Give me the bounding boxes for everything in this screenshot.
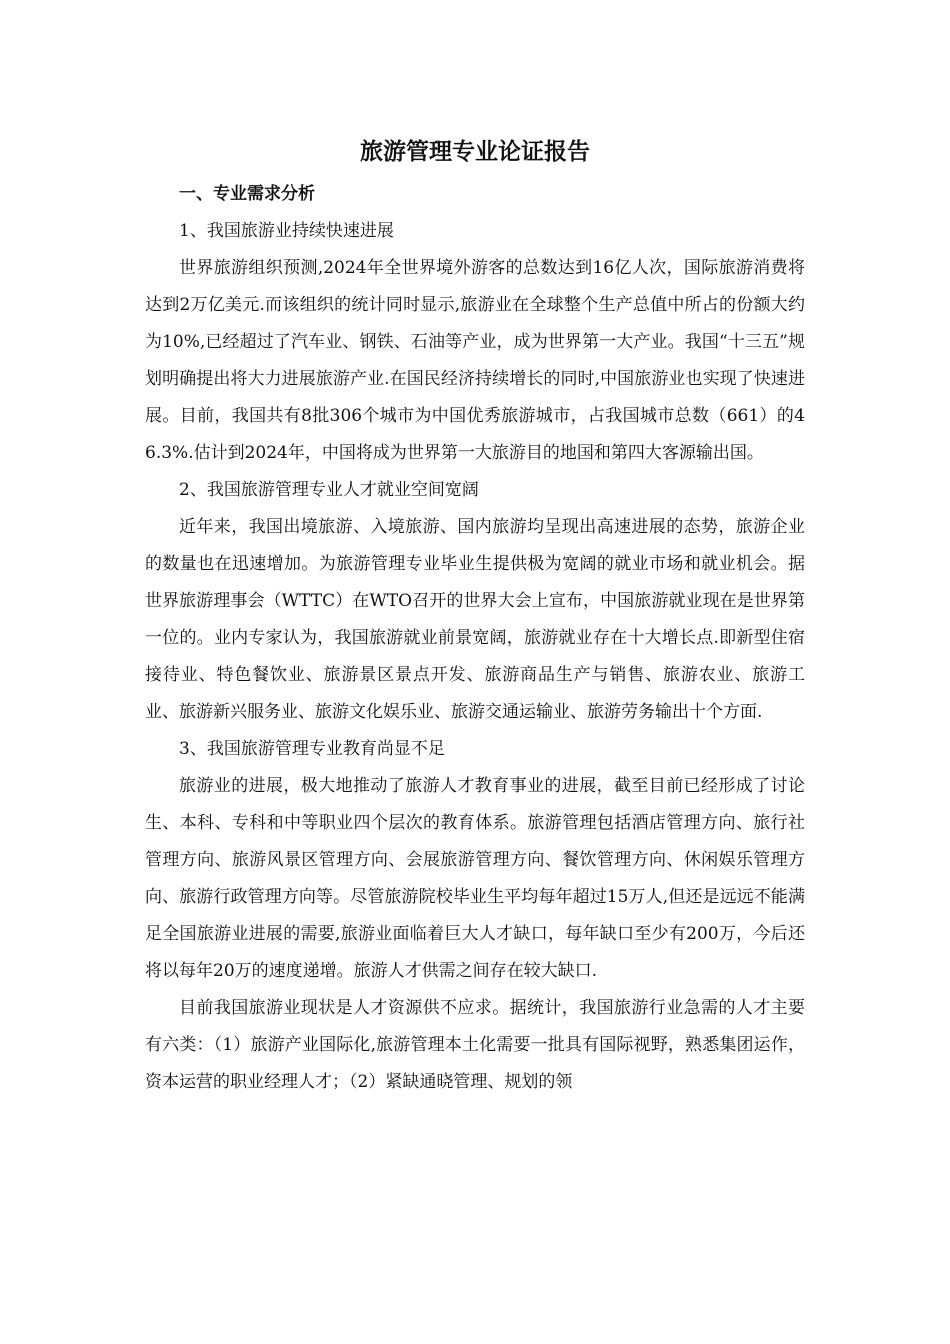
paragraph-industry-growth: 世界旅游组织预测,2024年全世界境外游客的总数达到16亿人次，国际旅游消费将达到2万亿美元.而该组织的统计同时显示,旅游业在全球整个生产总值中所占的份额大约为10%,已经超过了汽车业、钢铁、石油等产业，成为世界第一大产业。我国“十三五”规划明确提出将大力进展旅游产业.在国民经济持续增长的同时,中国旅游业也实现了快速进展。目前，我国共有8批306个城市为中国优秀旅游城市，占我国城市总数（661）的46.3%.估计到2024年，中国将成为世界第一大旅游目的地国和第四大客源输出国。 — [145, 258, 805, 463]
document-title: 旅游管理专业论证报告 — [360, 138, 590, 165]
subsection-heading-industry-growth: 1、我国旅游业持续快速进展 — [179, 221, 394, 241]
paragraph-employment-space: 近年来，我国出境旅游、入境旅游、国内旅游均呈现出高速进展的态势，旅游企业的数量也在迅速增加。为旅游管理专业毕业生提供极为宽阔的就业市场和就业机会。据世界旅游理事会（WTTC）在WTO召开的世界大会上宣布，中国旅游就业现在是世界第一位的。业内专家认为，我国旅游就业前景宽阔，旅游就业存在十大增长点.即新型住宿接待业、特色餐饮业、旅游景区景点开发、旅游商品生产与销售、旅游农业、旅游工业、旅游新兴服务业、旅游文化娱乐业、旅游交通运输业、旅游劳务输出十个方面. — [145, 517, 805, 722]
paragraph-talent-demand: 目前我国旅游业现状是人才资源供不应求。据统计，我国旅游行业急需的人才主要有六类：（1）旅游产业国际化,旅游管理本土化需要一批具有国际视野，熟悉集团运作，资本运营的职业经理人才；（2）紧缺通晓管理、规划的领 — [145, 998, 805, 1092]
paragraph-education-shortage: 旅游业的进展，极大地推动了旅游人才教育事业的进展，截至目前已经形成了讨论生、本科、专科和中等职业四个层次的教育体系。旅游管理包括酒店管理方向、旅行社管理方向、旅游风景区管理方向、会展旅游管理方向、餐饮管理方向、休闲娱乐管理方向、旅游行政管理方向等。尽管旅游院校毕业生平均每年超过15万人,但还是远远不能满足全国旅游业进展的需要,旅游业面临着巨大人才缺口，每年缺口至少有200万，今后还将以每年20万的速度递增。旅游人才供需之间存在较大缺口. — [145, 776, 805, 981]
subsection-heading-employment-space: 2、我国旅游管理专业人才就业空间宽阔 — [179, 480, 479, 500]
subsection-heading-education-shortage: 3、我国旅游管理专业教育尚显不足 — [179, 739, 445, 759]
document-body — [145, 128, 805, 1101]
section-heading-demand-analysis: 一、专业需求分析 — [179, 184, 315, 204]
